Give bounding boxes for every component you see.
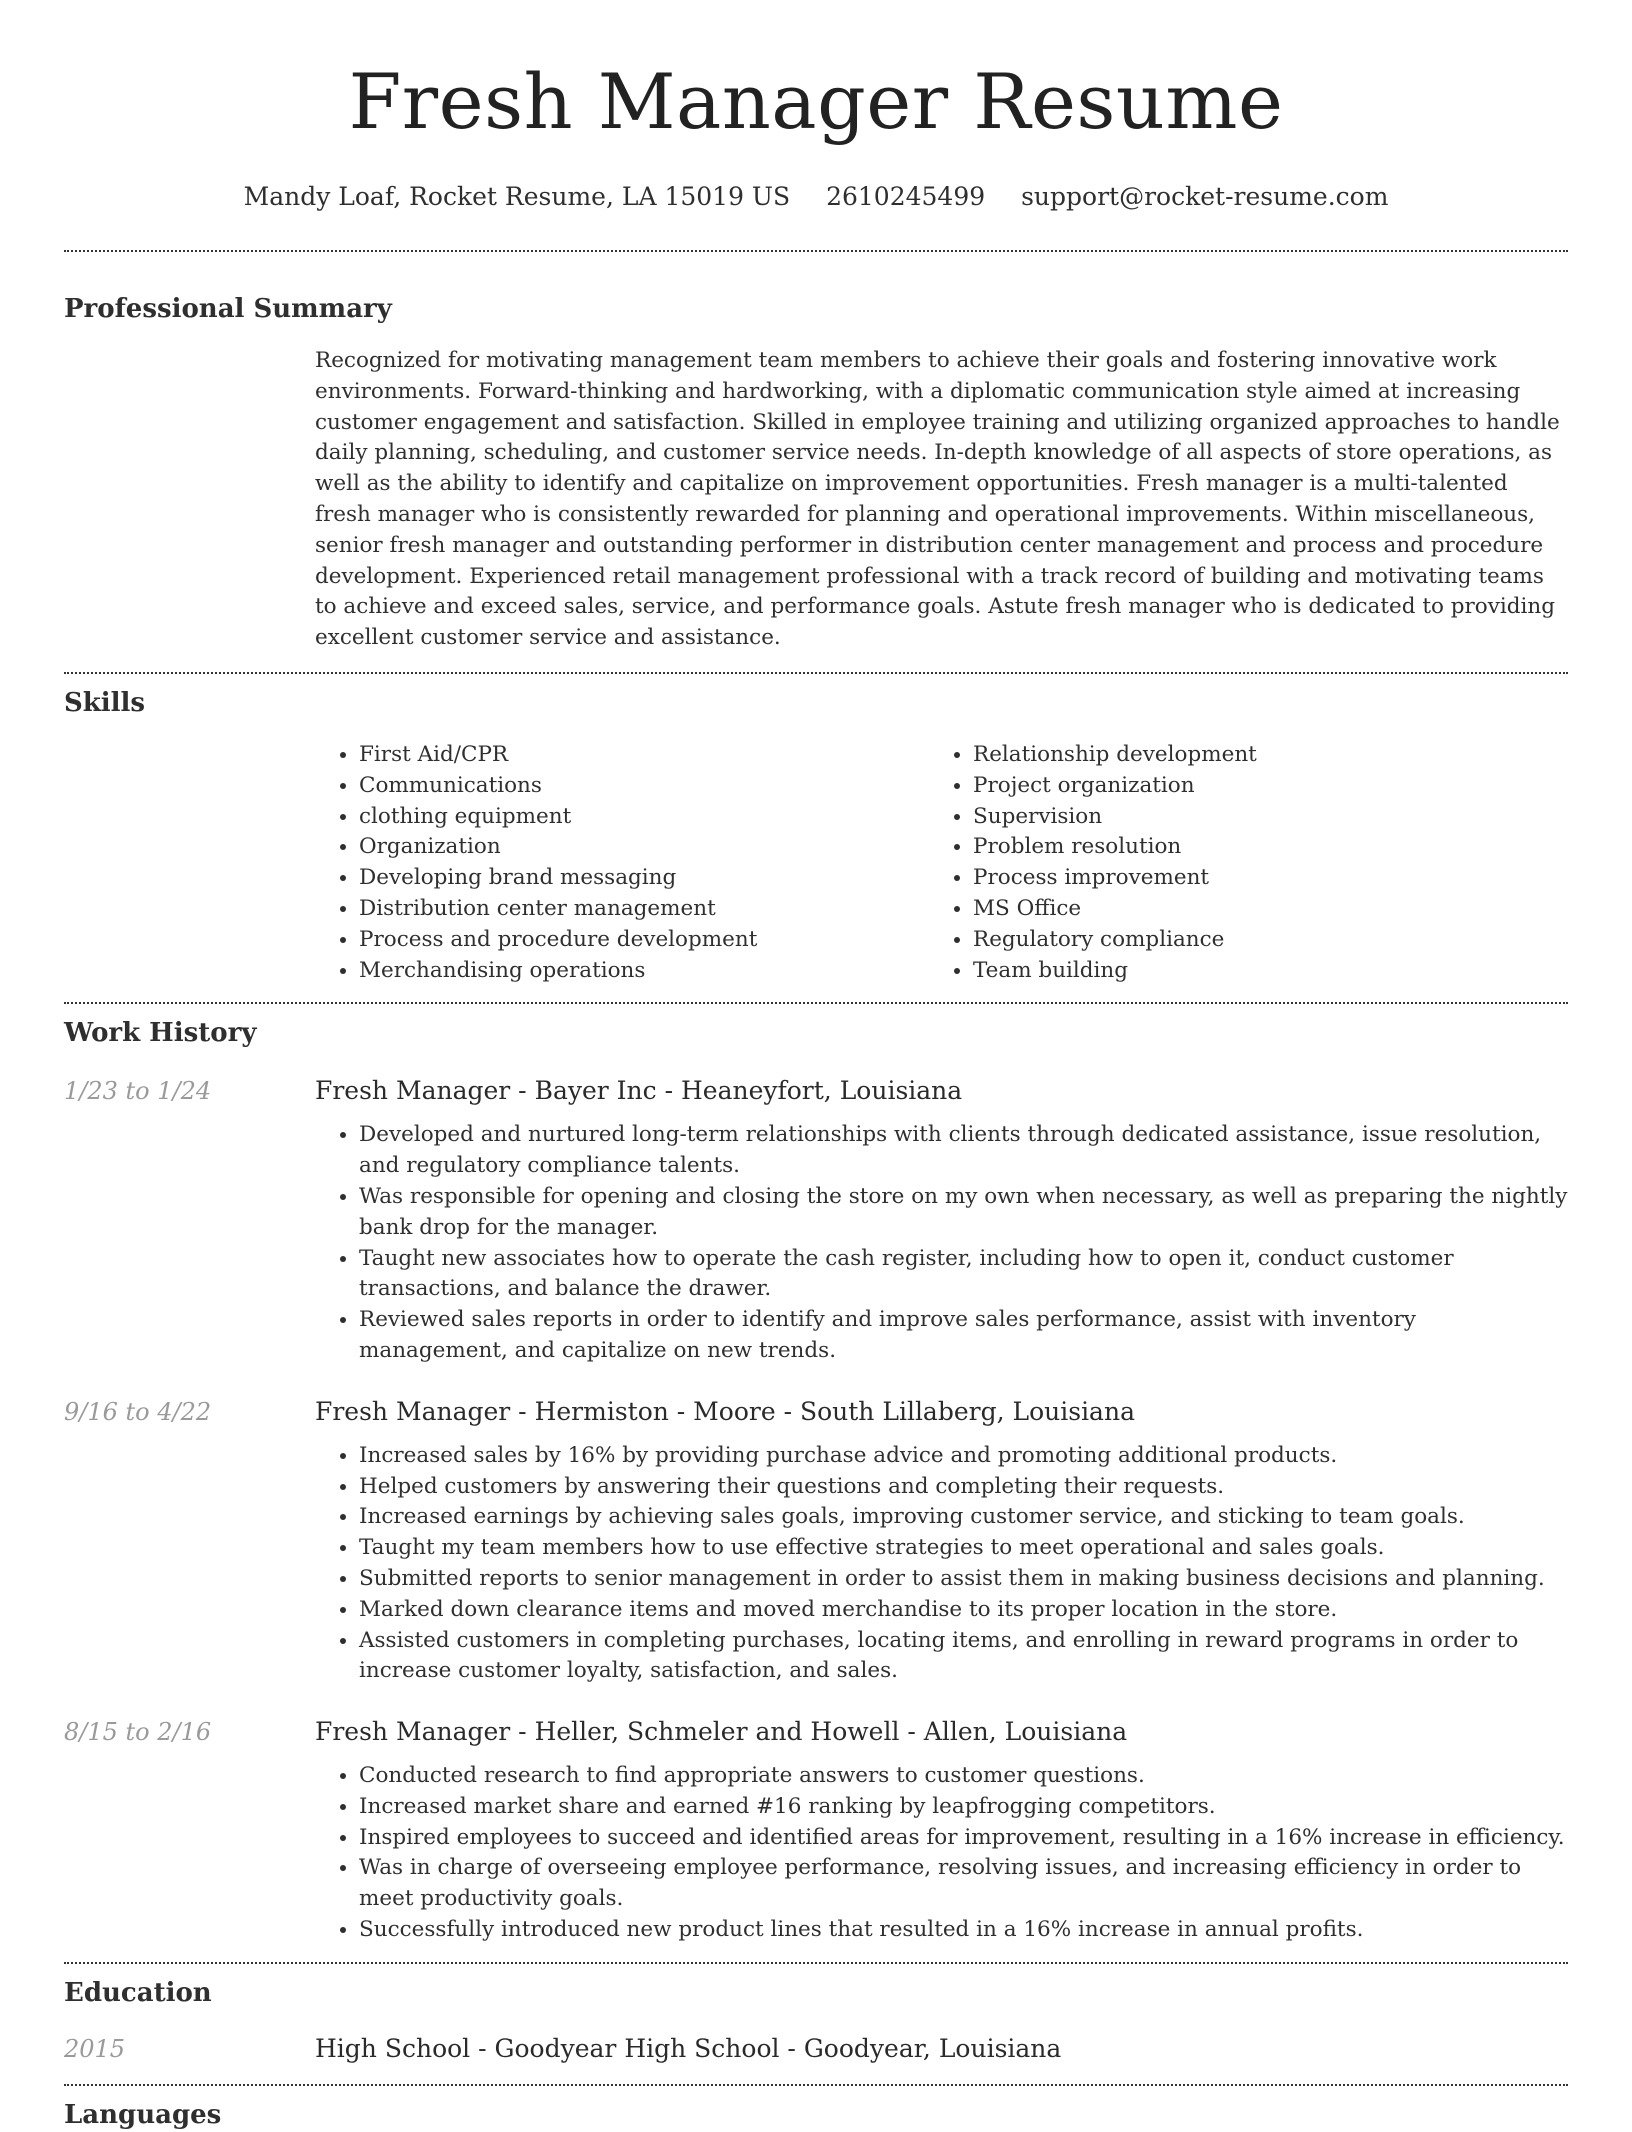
job-entry bbox=[64, 1395, 1568, 1687]
job-bullet: • Increased earnings by achieving sales goals, improving customer service, and sticking to team goals. bbox=[359, 1502, 1568, 1533]
job-bullet: • Reviewed sales reports in order to identify and improve sales performance, assist with inventory management, and capitalize on new trends. bbox=[359, 1305, 1568, 1367]
education-header bbox=[64, 2032, 1568, 2066]
contact-line bbox=[64, 180, 1568, 214]
job-entry bbox=[64, 1715, 1568, 1946]
job-date: 9/16 to 4/22 bbox=[64, 1397, 212, 1426]
job-bullet: • Developed and nurtured long-term relationships with clients through dedicated assistance, issue resolution, and regulatory compliance talents. bbox=[359, 1120, 1568, 1182]
job-date: 8/15 to 2/16 bbox=[64, 1718, 212, 1747]
job-entry bbox=[64, 1074, 1568, 1366]
skill-item: • Regulatory compliance bbox=[973, 925, 1543, 956]
skills-list-left bbox=[315, 740, 929, 986]
section-title-languages: Languages bbox=[64, 2099, 222, 2130]
resume-title: Fresh Manager Resume bbox=[348, 57, 1284, 146]
divider bbox=[64, 1962, 1568, 1964]
contact-phone: 2610245499 bbox=[826, 182, 986, 211]
job-bullet: • Taught my team members how to use effective strategies to meet operational and sales goals. bbox=[359, 1533, 1568, 1564]
section-title-summary: Professional Summary bbox=[64, 294, 392, 324]
skill-item: • Merchandising operations bbox=[359, 956, 929, 987]
divider bbox=[64, 672, 1568, 674]
job-header bbox=[64, 1715, 1568, 1749]
skill-item: • First Aid/CPR bbox=[359, 740, 929, 771]
job-title: Fresh Manager - Bayer Inc - Heaneyfort, Louisiana bbox=[315, 1076, 963, 1106]
section-title-work: Work History bbox=[64, 1018, 257, 1049]
job-header bbox=[64, 1074, 1568, 1108]
skill-item: • Organization bbox=[359, 832, 929, 863]
skill-item: • Communications bbox=[359, 771, 929, 802]
skill-item: • Supervision bbox=[973, 802, 1543, 833]
job-bullets bbox=[315, 1441, 1568, 1687]
skills-list-right bbox=[929, 740, 1543, 986]
divider bbox=[64, 2084, 1568, 2086]
skill-item: • MS Office bbox=[973, 894, 1543, 925]
job-bullet: • Conducted research to find appropriate answers to customer questions. bbox=[359, 1761, 1568, 1792]
summary-text: Recognized for motivating management team members to achieve their goals and fostering innovative work environments. Forward-thinking and hardworking, with a diplomatic communication style aimed at increasing customer engagement and satisfaction. Skilled in employee training and utilizing organized approaches to handle daily planning, scheduling, and customer service needs. In-depth knowledge of all aspects of store operations, as well as the ability to identify and capitalize on improvement opportunities. Fresh manager is a multi-talented fresh manager who is consistently rewarded for planning and operational improvements. Within miscellaneous, senior fresh manager and outstanding performer in distribution center management and process and procedure development. Experienced retail management professional with a track record of building and motivating teams to achieve and exceed sales, service, and performance goals. Astute fresh manager who is dedicated to providing excellent customer service and assistance. bbox=[315, 348, 1560, 651]
job-bullet: • Increased market share and earned #16 ranking by leapfrogging competitors. bbox=[359, 1792, 1568, 1823]
skill-item: • Process and procedure development bbox=[359, 925, 929, 956]
job-bullets bbox=[315, 1761, 1568, 1946]
section-title-education: Education bbox=[64, 1977, 212, 2008]
education-entry bbox=[64, 2032, 1568, 2066]
skill-item: • Problem resolution bbox=[973, 832, 1543, 863]
skills-block bbox=[315, 740, 1568, 986]
divider bbox=[64, 1002, 1568, 1004]
job-bullets bbox=[315, 1120, 1568, 1366]
job-bullet: • Increased sales by 16% by providing purchase advice and promoting additional products. bbox=[359, 1441, 1568, 1472]
section-title-skills: Skills bbox=[64, 687, 146, 718]
job-bullet: • Was responsible for opening and closing the store on my own when necessary, as well as preparing the nightly bank drop for the manager. bbox=[359, 1182, 1568, 1244]
job-title: Fresh Manager - Heller, Schmeler and Howell - Allen, Louisiana bbox=[315, 1717, 1128, 1747]
resume-page bbox=[64, 0, 1568, 2132]
job-bullet: • Marked down clearance items and moved merchandise to its proper location in the store. bbox=[359, 1595, 1568, 1626]
job-bullet: • Was in charge of overseeing employee performance, resolving issues, and increasing efficiency in order to meet productivity goals. bbox=[359, 1853, 1568, 1915]
skill-item: • clothing equipment bbox=[359, 802, 929, 833]
skill-item: • Distribution center management bbox=[359, 894, 929, 925]
job-title: Fresh Manager - Hermiston - Moore - South Lillaberg, Louisiana bbox=[315, 1396, 1135, 1426]
skill-item: • Project organization bbox=[973, 771, 1543, 802]
contact-email[interactable]: support@rocket-resume.com bbox=[1021, 182, 1389, 211]
job-bullet: • Assisted customers in completing purchases, locating items, and enrolling in reward programs in order to increase customer loyalty, satisfaction, and sales. bbox=[359, 1626, 1568, 1688]
divider bbox=[64, 250, 1568, 252]
summary-block bbox=[315, 346, 1568, 654]
job-header bbox=[64, 1395, 1568, 1429]
job-bullet: • Taught new associates how to operate the cash register, including how to open it, conduct customer transactions, and balance the drawer. bbox=[359, 1244, 1568, 1306]
education-title: High School - Goodyear High School - Goodyear, Louisiana bbox=[315, 2033, 1062, 2063]
job-bullet: • Submitted reports to senior management in order to assist them in making business decisions and planning. bbox=[359, 1564, 1568, 1595]
job-bullet: • Successfully introduced new product lines that resulted in a 16% increase in annual profits. bbox=[359, 1915, 1568, 1946]
skill-item: • Process improvement bbox=[973, 863, 1543, 894]
contact-address: Mandy Loaf, Rocket Resume, LA 15019 US bbox=[243, 182, 791, 211]
job-date: 1/23 to 1/24 bbox=[64, 1077, 212, 1106]
job-bullet: • Inspired employees to succeed and identified areas for improvement, resulting in a 16% increase in efficiency. bbox=[359, 1823, 1568, 1854]
skill-item: • Developing brand messaging bbox=[359, 863, 929, 894]
education-date: 2015 bbox=[64, 2034, 126, 2063]
skill-item: • Relationship development bbox=[973, 740, 1543, 771]
skill-item: • Team building bbox=[973, 956, 1543, 987]
job-bullet: • Helped customers by answering their questions and completing their requests. bbox=[359, 1472, 1568, 1503]
